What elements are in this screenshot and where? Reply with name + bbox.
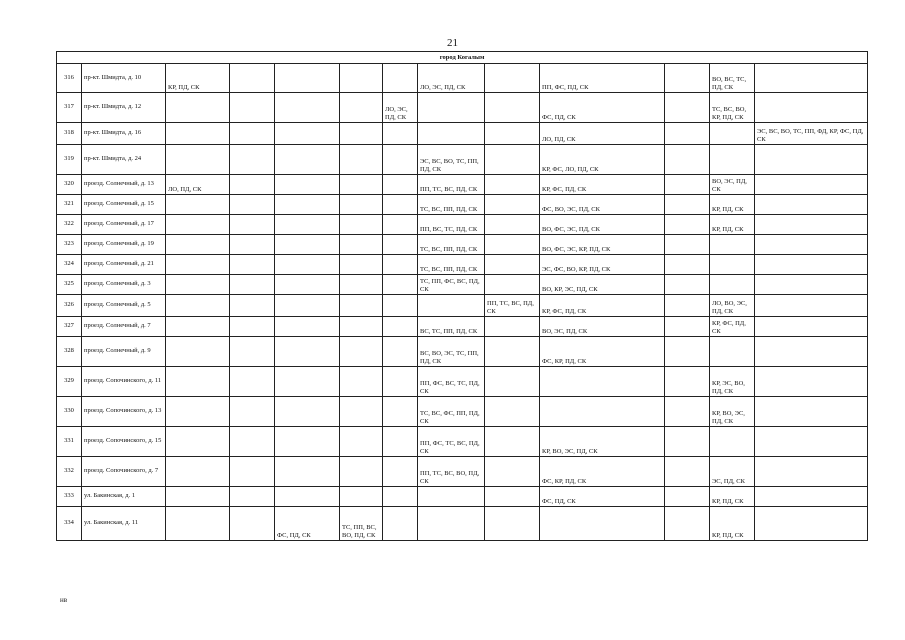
work-types-cell	[275, 255, 340, 275]
work-types-cell	[755, 487, 868, 507]
work-types-cell	[383, 367, 418, 397]
work-types-cell	[166, 427, 230, 457]
work-types-cell	[340, 215, 383, 235]
work-types-cell	[755, 215, 868, 235]
work-types-cell	[230, 337, 275, 367]
table-row	[57, 175, 868, 195]
work-types-cell: ФС, ПД, СК	[275, 507, 340, 541]
work-types-cell	[665, 175, 710, 195]
work-types-cell	[275, 195, 340, 215]
work-types-cell: КР, ЭС, ВО, ПД, СК	[710, 367, 755, 397]
address-cell: проезд. Солнечный, д. 19	[82, 235, 166, 255]
work-types-cell	[485, 427, 540, 457]
table-row	[57, 457, 868, 487]
work-types-cell	[166, 337, 230, 367]
work-types-cell	[383, 215, 418, 235]
row-number: 324	[57, 255, 82, 275]
work-types-cell: ЛО, ЭС, ПД, СК	[418, 64, 485, 93]
work-types-cell	[275, 123, 340, 145]
address-cell: пр-кт. Шмидта, д. 24	[82, 145, 166, 175]
work-types-cell	[383, 255, 418, 275]
work-types-cell	[230, 427, 275, 457]
work-types-cell	[275, 457, 340, 487]
work-types-cell	[665, 195, 710, 215]
work-types-cell: КР, ВО, ЭС, ПД, СК	[710, 397, 755, 427]
address-cell: проезд. Солнечный, д. 9	[82, 337, 166, 367]
work-types-cell	[275, 145, 340, 175]
work-types-cell	[275, 215, 340, 235]
table-row	[57, 215, 868, 235]
work-types-cell	[340, 457, 383, 487]
work-types-cell	[665, 295, 710, 317]
work-types-cell: ВО, КР, ЭС, ПД, СК	[540, 275, 665, 295]
work-types-cell	[383, 397, 418, 427]
work-types-cell	[166, 317, 230, 337]
work-types-cell	[710, 235, 755, 255]
work-types-cell	[665, 317, 710, 337]
work-types-cell: ПП, ТС, ВС, ВО, ПД, СК	[418, 457, 485, 487]
work-types-cell: КР, ФС, ЛО, ПД, СК	[540, 145, 665, 175]
work-types-cell	[755, 295, 868, 317]
work-types-cell	[275, 317, 340, 337]
work-types-cell	[230, 367, 275, 397]
work-types-cell	[665, 487, 710, 507]
work-types-cell	[383, 195, 418, 215]
work-types-cell	[230, 457, 275, 487]
work-types-cell	[383, 487, 418, 507]
work-types-cell: КР, ПД, СК	[710, 487, 755, 507]
work-types-cell	[230, 145, 275, 175]
work-types-cell: ПП, ВС, ТС, ПД, СК	[418, 215, 485, 235]
row-number: 326	[57, 295, 82, 317]
work-types-cell: ЭС, ПД, СК	[710, 457, 755, 487]
work-types-cell	[275, 367, 340, 397]
table-row	[57, 397, 868, 427]
work-types-cell	[275, 427, 340, 457]
work-types-cell	[275, 64, 340, 93]
row-number: 325	[57, 275, 82, 295]
work-types-cell	[485, 64, 540, 93]
work-types-cell	[340, 275, 383, 295]
work-types-cell	[485, 255, 540, 275]
work-types-cell	[755, 64, 868, 93]
work-types-cell	[166, 145, 230, 175]
row-number: 320	[57, 175, 82, 195]
work-types-cell	[340, 93, 383, 123]
address-cell: проезд. Сопочинского, д. 11	[82, 367, 166, 397]
work-types-cell	[485, 317, 540, 337]
work-types-cell	[383, 145, 418, 175]
work-types-cell: ТС, ВС, ПП, ПД, СК	[418, 255, 485, 275]
work-types-cell	[665, 275, 710, 295]
work-types-cell	[166, 275, 230, 295]
work-types-cell	[418, 487, 485, 507]
work-types-cell	[340, 235, 383, 255]
address-cell: проезд. Солнечный, д. 13	[82, 175, 166, 195]
work-types-cell: ЭС, ВС, ВО, ТС, ПП, ПД, СК	[418, 145, 485, 175]
city-title: город Когалым	[57, 52, 868, 64]
work-types-cell	[340, 295, 383, 317]
work-types-cell	[665, 367, 710, 397]
work-types-cell	[275, 93, 340, 123]
work-types-cell	[166, 255, 230, 275]
work-types-cell	[166, 397, 230, 427]
address-cell: пр-кт. Шмидта, д. 12	[82, 93, 166, 123]
work-types-cell	[755, 337, 868, 367]
work-types-cell	[665, 93, 710, 123]
work-types-cell	[340, 64, 383, 93]
work-types-cell	[275, 397, 340, 427]
address-cell: проезд. Сопочинского, д. 13	[82, 397, 166, 427]
work-types-cell	[340, 487, 383, 507]
work-types-cell: КР, ПД, СК	[166, 64, 230, 93]
address-cell: проезд. Солнечный, д. 15	[82, 195, 166, 215]
address-cell: проезд. Солнечный, д. 7	[82, 317, 166, 337]
work-types-cell	[275, 295, 340, 317]
work-types-cell	[665, 255, 710, 275]
work-types-cell	[710, 427, 755, 457]
work-types-cell: ЭС, ВС, ВО, ТС, ПП, ФД, КР, ФС, ПД, СК	[755, 123, 868, 145]
address-cell: проезд. Солнечный, д. 17	[82, 215, 166, 235]
work-types-cell	[665, 64, 710, 93]
work-types-cell	[230, 64, 275, 93]
work-types-cell	[485, 145, 540, 175]
work-types-cell	[340, 123, 383, 145]
register-table	[56, 51, 868, 541]
table-row	[57, 317, 868, 337]
table-row	[57, 93, 868, 123]
work-types-cell: КР, ПД, СК	[710, 195, 755, 215]
work-types-cell	[485, 195, 540, 215]
work-types-cell	[230, 175, 275, 195]
work-types-cell	[230, 295, 275, 317]
row-number: 330	[57, 397, 82, 427]
work-types-cell: ТС, ВС, ФС, ПП, ПД, СК	[418, 397, 485, 427]
work-types-cell	[340, 367, 383, 397]
work-types-cell	[755, 457, 868, 487]
row-number: 334	[57, 507, 82, 541]
work-types-cell	[383, 317, 418, 337]
work-types-cell	[710, 255, 755, 275]
work-types-cell	[755, 367, 868, 397]
row-number: 316	[57, 64, 82, 93]
row-number: 321	[57, 195, 82, 215]
work-types-cell	[665, 123, 710, 145]
work-types-cell: ВС, ТС, ПП, ПД, СК	[418, 317, 485, 337]
work-types-cell	[166, 295, 230, 317]
work-types-cell	[665, 427, 710, 457]
work-types-cell	[230, 275, 275, 295]
work-types-cell: ТС, ВС, ПП, ПД, СК	[418, 195, 485, 215]
work-types-cell: ЛО, ПД, СК	[166, 175, 230, 195]
work-types-cell	[710, 145, 755, 175]
work-types-cell	[340, 427, 383, 457]
work-types-cell: ТС, ПП, ВС, ВО, ПД, СК	[340, 507, 383, 541]
work-types-cell	[418, 123, 485, 145]
table-row	[57, 275, 868, 295]
address-cell: проезд. Солнечный, д. 3	[82, 275, 166, 295]
work-types-cell	[230, 195, 275, 215]
work-types-cell: ВО, ВС, ТС, ПД, СК	[710, 64, 755, 93]
work-types-cell	[418, 507, 485, 541]
work-types-cell: КР, ФС, ПД, СК	[710, 317, 755, 337]
work-types-cell	[485, 457, 540, 487]
work-types-cell	[383, 235, 418, 255]
work-types-cell: КР, ВО, ЭС, ПД, СК	[540, 427, 665, 457]
work-types-cell	[755, 195, 868, 215]
address-cell: проезд. Солнечный, д. 21	[82, 255, 166, 275]
work-types-cell: ФС, ВО, ЭС, ПД, СК	[540, 195, 665, 215]
row-number: 323	[57, 235, 82, 255]
work-types-cell	[383, 337, 418, 367]
work-types-cell	[540, 367, 665, 397]
work-types-cell	[340, 255, 383, 275]
work-types-cell	[275, 337, 340, 367]
work-types-cell	[755, 275, 868, 295]
work-types-cell	[485, 275, 540, 295]
work-types-cell: ТС, ПП, ФС, ВС, ПД, СК	[418, 275, 485, 295]
work-types-cell	[230, 507, 275, 541]
work-types-cell	[275, 235, 340, 255]
work-types-cell	[665, 215, 710, 235]
table-row	[57, 295, 868, 317]
work-types-cell: ПП, ТС, ВС, ПД, СК	[418, 175, 485, 195]
work-types-cell	[166, 93, 230, 123]
work-types-cell	[755, 235, 868, 255]
work-types-cell: ПП, ФС, ТС, ВС, ПД, СК	[418, 427, 485, 457]
work-types-cell	[755, 397, 868, 427]
work-types-cell	[485, 397, 540, 427]
work-types-cell: ВС, ВО, ЭС, ТС, ПП, ПД, СК	[418, 337, 485, 367]
work-types-cell	[230, 215, 275, 235]
work-types-cell	[230, 123, 275, 145]
row-number: 333	[57, 487, 82, 507]
work-types-cell: ФС, КР, ПД, СК	[540, 457, 665, 487]
address-cell: проезд. Солнечный, д. 5	[82, 295, 166, 317]
work-types-cell	[665, 145, 710, 175]
work-types-cell	[230, 93, 275, 123]
work-types-cell: КР, ФС, ПД, СК	[540, 175, 665, 195]
work-types-cell: ЛО, ВО, ЭС, ПД, СК	[710, 295, 755, 317]
address-cell: пр-кт. Шмидта, д. 16	[82, 123, 166, 145]
work-types-cell	[418, 93, 485, 123]
work-types-cell	[540, 507, 665, 541]
table-row	[57, 255, 868, 275]
row-number: 329	[57, 367, 82, 397]
work-types-cell	[710, 123, 755, 145]
work-types-cell	[340, 175, 383, 195]
work-types-cell	[383, 64, 418, 93]
work-types-cell: ПП, ФС, ВС, ТС, ПД, СК	[418, 367, 485, 397]
row-number: 332	[57, 457, 82, 487]
work-types-cell	[383, 295, 418, 317]
work-types-cell: ЭС, ФС, ВО, КР, ПД, СК	[540, 255, 665, 275]
work-types-cell	[485, 487, 540, 507]
work-types-cell	[340, 145, 383, 175]
work-types-cell	[755, 175, 868, 195]
work-types-cell	[665, 337, 710, 367]
work-types-cell	[230, 317, 275, 337]
work-types-cell: ПП, ТС, ВС, ПД, СК	[485, 295, 540, 317]
work-types-cell	[230, 255, 275, 275]
work-types-cell	[418, 295, 485, 317]
row-number: 328	[57, 337, 82, 367]
work-types-cell	[485, 93, 540, 123]
work-types-cell: ФС, ПД, СК	[540, 93, 665, 123]
work-types-cell	[383, 175, 418, 195]
address-cell: проезд. Сопочинского, д. 7	[82, 457, 166, 487]
work-types-cell	[340, 317, 383, 337]
table-row	[57, 145, 868, 175]
work-types-cell	[340, 337, 383, 367]
work-types-cell	[166, 195, 230, 215]
work-types-cell: ПП, ФС, ПД, СК	[540, 64, 665, 93]
work-types-cell	[166, 457, 230, 487]
work-types-cell	[485, 175, 540, 195]
work-types-cell	[275, 175, 340, 195]
work-types-cell	[230, 235, 275, 255]
work-types-cell: ВО, ФС, ЭС, ПД, СК	[540, 215, 665, 235]
work-types-cell	[485, 367, 540, 397]
work-types-cell	[383, 123, 418, 145]
work-types-cell: КР, ПД, СК	[710, 215, 755, 235]
work-types-cell	[755, 317, 868, 337]
work-types-cell	[665, 235, 710, 255]
work-types-cell	[340, 195, 383, 215]
work-types-cell: ВО, ЭС, ПД, СК	[710, 175, 755, 195]
work-types-cell: КР, ПД, СК	[710, 507, 755, 541]
work-types-cell: ТС, ВС, ВО, КР, ПД, СК	[710, 93, 755, 123]
work-types-cell	[710, 275, 755, 295]
work-types-cell	[540, 397, 665, 427]
work-types-cell: ЛО, ЭС, ПД, СК	[383, 93, 418, 123]
footer-mark: нв	[60, 596, 68, 604]
work-types-cell	[665, 457, 710, 487]
work-types-cell	[485, 215, 540, 235]
table-row	[57, 235, 868, 255]
row-number: 318	[57, 123, 82, 145]
work-types-cell	[755, 145, 868, 175]
work-types-cell	[383, 275, 418, 295]
work-types-cell	[755, 427, 868, 457]
work-types-cell: КР, ФС, ПД, СК	[540, 295, 665, 317]
table-row	[57, 507, 868, 541]
work-types-cell	[230, 397, 275, 427]
row-number: 322	[57, 215, 82, 235]
work-types-cell	[485, 337, 540, 367]
row-number: 327	[57, 317, 82, 337]
work-types-cell	[383, 507, 418, 541]
work-types-cell	[383, 427, 418, 457]
work-types-cell	[166, 215, 230, 235]
work-types-cell: ЛО, ПД, СК	[540, 123, 665, 145]
work-types-cell	[485, 235, 540, 255]
work-types-cell: ФС, ПД, СК	[540, 487, 665, 507]
row-number: 331	[57, 427, 82, 457]
city-header-row	[57, 52, 868, 64]
work-types-cell	[166, 487, 230, 507]
work-types-cell: ВО, ЭС, ПД, СК	[540, 317, 665, 337]
work-types-cell	[275, 275, 340, 295]
work-types-cell	[166, 123, 230, 145]
work-types-cell	[665, 397, 710, 427]
work-types-cell	[166, 367, 230, 397]
address-cell: пр-кт. Шмидта, д. 10	[82, 64, 166, 93]
table-row	[57, 337, 868, 367]
address-cell: проезд. Сопочинского, д. 15	[82, 427, 166, 457]
work-types-cell	[485, 123, 540, 145]
page-number: 21	[447, 37, 458, 49]
table-row	[57, 123, 868, 145]
work-types-cell: ФС, КР, ПД, СК	[540, 337, 665, 367]
work-types-cell	[383, 457, 418, 487]
table-row	[57, 487, 868, 507]
row-number: 319	[57, 145, 82, 175]
work-types-cell	[166, 235, 230, 255]
work-types-cell	[485, 507, 540, 541]
table-row	[57, 195, 868, 215]
table-row	[57, 427, 868, 457]
work-types-cell	[755, 255, 868, 275]
work-types-cell	[275, 487, 340, 507]
work-types-cell: ТС, ВС, ПП, ПД, СК	[418, 235, 485, 255]
row-number: 317	[57, 93, 82, 123]
work-types-cell	[755, 93, 868, 123]
work-types-cell	[755, 507, 868, 541]
table-row	[57, 367, 868, 397]
work-types-cell: ВО, ФС, ЭС, КР, ПД, СК	[540, 235, 665, 255]
table-row	[57, 64, 868, 93]
work-types-cell	[710, 337, 755, 367]
work-types-cell	[230, 487, 275, 507]
work-types-cell	[665, 507, 710, 541]
address-cell: ул. Бакинская, д. 11	[82, 507, 166, 541]
work-types-cell	[340, 397, 383, 427]
work-types-cell	[166, 507, 230, 541]
address-cell: ул. Бакинская, д. 1	[82, 487, 166, 507]
